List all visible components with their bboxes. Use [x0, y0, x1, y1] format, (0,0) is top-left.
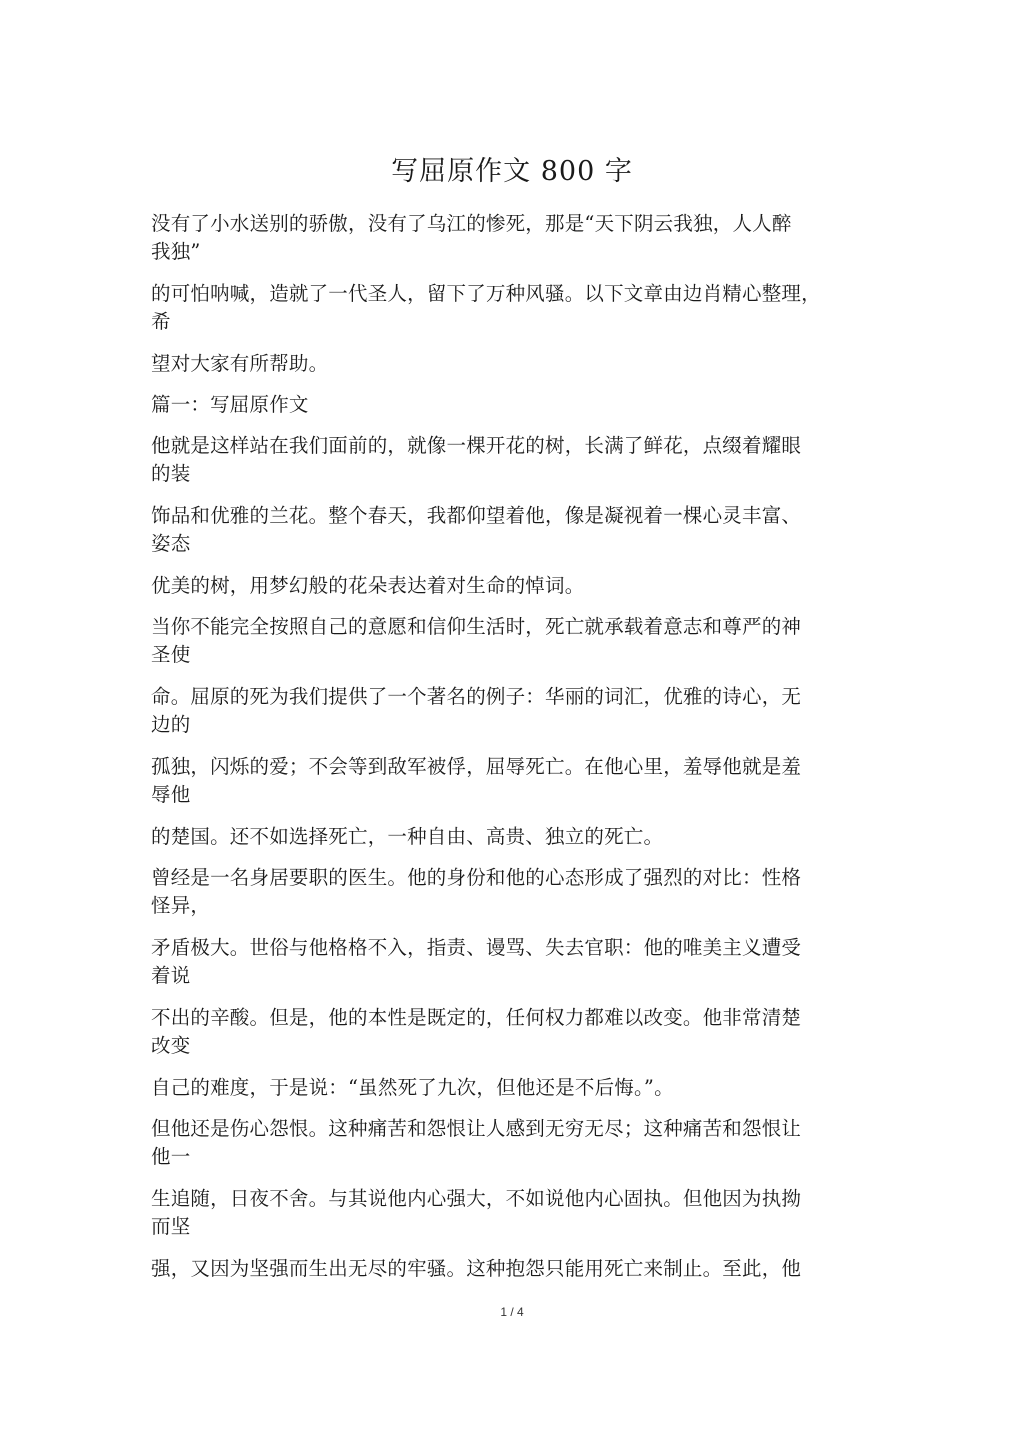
- paragraph: 但他还是伤心怨恨。这种痛苦和怨恨让人感到无穷无尽；这种痛苦和怨恨让 他一: [151, 1117, 802, 1168]
- document-body: [151, 210, 873, 1296]
- paragraph: 的楚国。还不如选择死亡，一种自由、高贵、独立的死亡。: [151, 825, 664, 848]
- page-number: 1 / 4: [500, 1305, 524, 1319]
- paragraph: 没有了小水送别的骄傲，没有了乌江的惨死，那是“天下阴云我独，人人醉 我独”: [151, 212, 792, 263]
- paragraph: 望对大家有所帮助。: [151, 352, 329, 375]
- paragraph: 不出的辛酸。但是，他的本性是既定的，任何权力都难以改变。他非常清楚 改变: [151, 1006, 802, 1057]
- paragraph: 当你不能完全按照自己的意愿和信仰生活时，死亡就承载着意志和尊严的神 圣使: [151, 615, 802, 666]
- paragraph: 自己的难度，于是说：“虽然死了九次，但他还是不后悔。”。: [151, 1076, 674, 1099]
- paragraph: 曾经是一名身居要职的医生。他的身份和他的心态形成了强烈的对比：性格 怪异，: [151, 866, 802, 917]
- paragraph: 矛盾极大。世俗与他格格不入，指责、谩骂、失去官职：他的唯美主义遭受 着说: [151, 936, 802, 987]
- paragraph: 孤独，闪烁的爱；不会等到敌军被俘，屈辱死亡。在他心里，羞辱他就是羞 辱他: [151, 755, 802, 806]
- document-title: 写屈原作文 800 字: [391, 156, 633, 187]
- paragraph: 优美的树，用梦幻般的花朵表达着对生命的悼词。: [151, 574, 585, 597]
- paragraph: 他就是这样站在我们面前的，就像一棵开花的树，长满了鲜花，点缀着耀眼 的装: [151, 434, 802, 485]
- paragraph: 强，又因为坚强而生出无尽的牢骚。这种抱怨只能用死亡来制止。至此，他: [151, 1257, 802, 1280]
- paragraph: 的可怕呐喊，造就了一代圣人，留下了万种风骚。以下文章由边肖精心整理， 希: [151, 282, 821, 333]
- paragraph: 生追随，日夜不舍。与其说他内心强大，不如说他内心固执。但他因为执拗 而坚: [151, 1187, 802, 1238]
- paragraph: 饰品和优雅的兰花。整个春天，我都仰望着他，像是凝视着一棵心灵丰富、 姿态: [151, 504, 802, 555]
- paragraph: 命。屈原的死为我们提供了一个著名的例子：华丽的词汇，优雅的诗心，无 边的: [151, 685, 802, 736]
- section-heading: 篇一：写屈原作文: [151, 393, 309, 416]
